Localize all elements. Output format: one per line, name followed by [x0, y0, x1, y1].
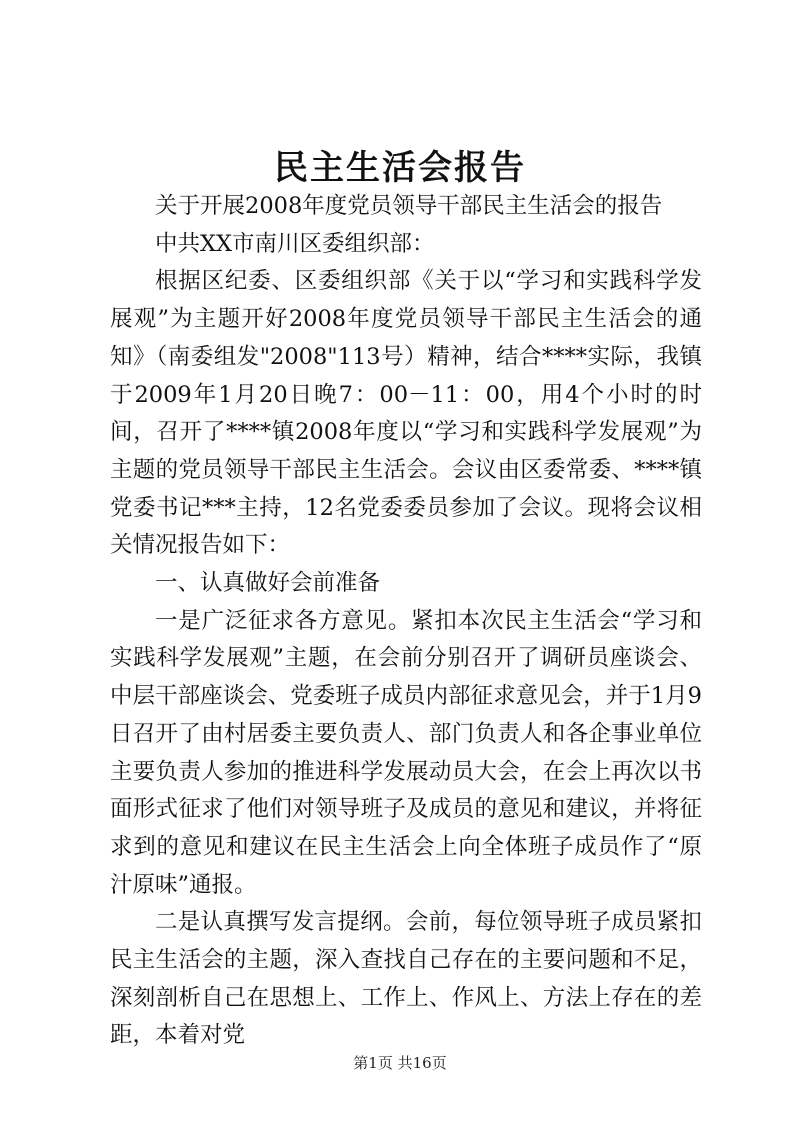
body-paragraph: 一是广泛征求各方意见。紧扣本次民主生活会“学习和实践科学发展观”主题，在会前分别召开了调研员座谈会、中层干部座谈会、党委班子成员内部征求意见会，并于1月9日召开了由村居委主要负责人、部门负责人和各企事业单位主要负责人参加的推进科学发展动员大会，在会上再次以书面形式征求了他们对领导班子及成员的意见和建议，并将征求到的意见和建议在民主生活会上向全体班子成员作了“原汁原味”通报。 — [110, 607, 702, 898]
body-paragraph: 根据区纪委、区委组织部《关于以“学习和实践科学发展观”为主题开好2008年度党员领导干部民主生活会的通知》（南委组发"2008"113号）精神，结合****实际，我镇于2009年1月20日晚7：00－11：00，用4个小时的时间，召开了****镇2008年度以“学习和实践科学发展观”为主题的党员领导干部民主生活会。会议由区委常委、****镇党委书记***主持，12名党委委员参加了会议。现将会议相关情况报告如下： — [110, 268, 702, 559]
document-title: 民主生活会报告 — [274, 148, 526, 188]
document-body — [110, 188, 702, 1055]
addressee-line: 中共XX市南川区委组织部： — [155, 230, 435, 257]
body-paragraph: 二是认真撰写发言提纲。会前，每位领导班子成员紧扣民主生活会的主题，深入查找自己存在的主要问题和不足，深刻剖析自己在思想上、工作上、作风上、方法上存在的差距，本着对党 — [110, 909, 702, 1049]
page-footer: 第1页 共16页 — [353, 1054, 447, 1072]
report-subtitle: 关于开展2008年度党员领导干部民主生活会的报告 — [155, 193, 663, 219]
section-heading: 一、认真做好会前准备 — [155, 570, 381, 597]
